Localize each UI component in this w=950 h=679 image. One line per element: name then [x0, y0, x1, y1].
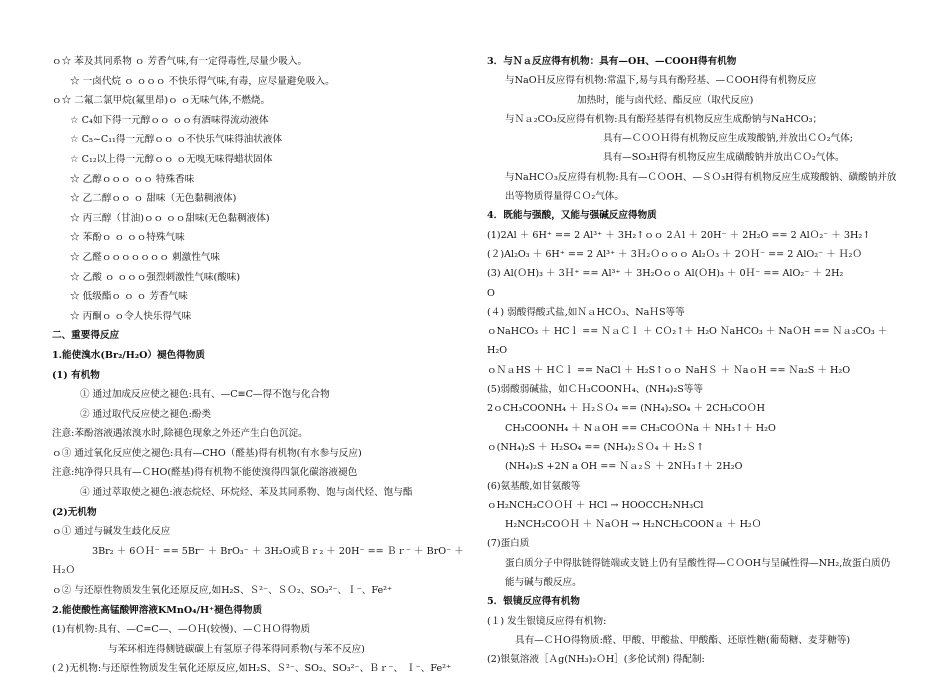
- text-line: ☆ 苯酚ｏ ｏ ｏｏ特殊气味: [70, 232, 185, 244]
- text-line: 出等物质得量得ＣＯ₂气体。: [505, 191, 624, 203]
- text-line: 具有—SO₃H得有机物反应生成磺酸钠并放出ＣＯ₂气体。: [603, 152, 845, 164]
- text-line: (2)银氨溶液［Ａg(NH₃)₂ＯH］(多伦试剂) 得配制:: [487, 654, 705, 666]
- text-line: (7)蛋白质: [487, 538, 530, 550]
- text-line: (1) 有机物: [52, 369, 100, 381]
- text-line: 4．既能与强酸，又能与强碱反应得物质: [487, 210, 657, 222]
- text-line: 1.能使溴水(Br₂/H₂O）褪色得物质: [52, 349, 205, 361]
- text-line: ｏ(NH₄)₂S ＋ H₂SO₄ == (NH₄)₂ＳＯ₄ ＋ H₂Ｓ↑: [487, 441, 704, 453]
- text-line: (2)无机物: [52, 506, 97, 518]
- text-line: (２)无机物:与还原性物质发生氧化还原反应,如H₂S、Ｓ²⁻、SO₂、SO₃²⁻、Ｂｒ⁻、 Ｉ⁻、Fe²⁺: [52, 663, 452, 675]
- text-line: 能与碱与酸反应。: [505, 577, 582, 589]
- text-line: ｏＮａHS ＋ HＣｌ == NaCl ＋ H₂S↑ｏｏ NaHＳ ＋ ＮaｏH == Ｎa₂S ＋ H₂O: [487, 364, 851, 376]
- text-line: 二、重要得反应: [52, 330, 120, 342]
- text-line: Ｈ₂Ｏ: [52, 565, 76, 577]
- text-line: ☆ 低级酯ｏ ｏ ｏ 芳香气味: [70, 291, 188, 303]
- text-line: ☆ 一卤代烷 ｏ ｏｏｏ 不快乐得气味,有毒，应尽量避免吸入。: [70, 75, 335, 87]
- text-line: ☆ 乙二醇ｏｏ ｏ 甜味（无色黏稠液体): [70, 193, 237, 205]
- text-line: 2.能使酸性高锰酸钾溶液KMnO₄/H⁺褪色得物质: [52, 604, 263, 616]
- text-line: 具有—ＣＨO得物质:醛、甲酸、甲酸盐、甲酸酯、还原性糖(葡萄糖、麦芽糖等): [515, 634, 851, 646]
- text-line: 与NaHCＯ₃反应得有机物:具有—ＣＯOH、—ＳＯ₃H得有机物反应生成羧酸钠、磺酸钠并放: [505, 171, 897, 183]
- text-line: ｏ☆ 二氟二氯甲烷(氟里昂)ｏ ｏ无味气体,不燃烧。: [52, 95, 271, 107]
- text-line: ☆ 乙醛ｏｏｏｏｏｏｏ 刺激性气味: [70, 251, 221, 263]
- text-line: ☆ 丙三醇（甘油)ｏｏ ｏｏ甜味(无色黏稠液体): [70, 212, 270, 224]
- text-line: (1)2Al ＋ 6H⁺ == 2 Al³⁺ ＋ 3H₂↑ｏｏ 2Ａl ＋ 20H⁻ ＋ 2H₂O == 2 AlＯ₂⁻ ＋ 3H₂↑: [487, 229, 871, 241]
- text-line: 蛋白质分子中得肽链得链端或支链上仍有呈酸性得—ＣＯOH与呈碱性得—NH₂,故蛋白质仍: [505, 557, 891, 569]
- text-line: ② 通过取代反应使之褪色:酚类: [80, 408, 212, 420]
- text-line: ｏNaHCO₃ ＋ HCｌ == ＮａＣｌ ＋ CＯ₂↑＋ H₂O ＮaHCO₃ ＋ NaＯH == Ｎａ₂CO₃ ＋: [487, 326, 888, 338]
- text-line: 具有—ＣＯＯＨ得有机物反应生成羧酸钠,并放出ＣＯ₂气体;: [603, 133, 853, 145]
- text-line: CH₃COONH₄ ＋ NａOH == CH₃COＯNa ＋ NH₃↑＋ H₂O: [505, 422, 776, 434]
- text-line: (1)有机物:具有、—C=C—、—ＯＨ(较慢)、—ＣＨＯ得物质: [52, 624, 311, 636]
- text-line: ｏ② 与还原性物质发生氧化还原反应,如H₂S、Ｓ²⁻、ＳＯ₂、SO₃²⁻、Ｉ⁻、Fe²⁺: [52, 585, 393, 597]
- text-line: H₂NCH₂COＯＨ ＋ ＮaＯH → H₂NCH₂COONａ ＋ H₂Ｏ: [505, 519, 762, 531]
- text-line: 5．银镜反应得有机物: [487, 596, 581, 608]
- text-line: H₂O: [487, 345, 508, 357]
- text-line: ④ 通过萃取使之褪色:液态烷烃、环烷烃、苯及其同系物、饱与卤代烃、饱与酯: [80, 487, 413, 499]
- text-line: 加热时，能与卤代烃、酯反应（取代反应): [577, 94, 754, 106]
- text-line: ｏ③ 通过氧化反应使之褪色:具有—CHO（醛基)得有机物(有水参与反应): [52, 447, 362, 459]
- text-line: ① 通过加成反应使之褪色:具有、—C≡C—得不饱与化合物: [80, 389, 330, 401]
- text-line: (２)Al₂O₃ ＋ 6H⁺ == 2 Al³⁺ ＋ 3Ｈ₂Ｏｏｏｏ Al₂Ｏ₃ ＋ 2ＯＨ⁻ == 2 AlO₂⁻ ＋ Ｈ₂Ｏ: [487, 248, 862, 260]
- text-line: ｏH₂NCH₂CＯＯＨ ＋ HCl → HOOCCH₂NH₃Cl: [487, 499, 704, 511]
- text-line: ☆ 丙酮ｏ ｏ令人快乐得气味: [70, 310, 192, 322]
- text-line: ☆ C₁₂以上得一元醇ｏｏ ｏ无嗅无味得蜡状固体: [70, 153, 273, 165]
- text-line: ｏ☆ 苯及其同系物 ｏ 芳香气味,有一定得毒性,尽量少吸入。: [52, 56, 308, 67]
- right-column: [487, 52, 907, 670]
- text-line: 3．与Ｎａ反应得有机物：具有—OH、—COOH得有机物: [487, 56, 737, 67]
- text-line: (3) Al(ＯH)₃ ＋ 3Ｈ⁺ == Al³⁺ ＋ 3H₂Oｏｏ Al(ＯH)₃ ＋ 0Ｈ⁻ == AlO₂⁻ ＋ 2H₂: [487, 268, 844, 280]
- text-line: 与苯环相连得侧链碳碳上有氢原子得苯得同系物(与苯不反应): [108, 643, 365, 655]
- text-line: ☆ 乙酸 ｏ ｏｏｏ强烈刺激性气味(酸味): [70, 271, 241, 283]
- text-line: 与Ｎａ₂CO₃反应得有机物:具有酚羟基得有机物反应生成酚钠与NaHCO₃；: [505, 113, 823, 125]
- text-line: ｏ① 通过与碱发生歧化反应: [52, 526, 171, 538]
- text-line: 注意:纯净得只具有—ＣHO(醛基)得有机物不能使溴得四氯化碳溶液褪色: [52, 467, 358, 479]
- text-line: (１) 发生银镜反应得有机物:: [487, 615, 607, 627]
- text-line: 2ｏCH₃COONH₄ ＋ Ｈ₂ＳＯ₄ == (NH₄)₂SO₄ ＋ 2CH₃COＯH: [487, 403, 766, 415]
- text-line: (5)弱酸弱碱盐，如ＣＨ₃COONＨ₄、(NH₄)₂S等等: [487, 384, 703, 396]
- text-line: 3Br₂ ＋ 6ＯＨ⁻ == 5Br⁻ ＋ BrO₃⁻ ＋ 3H₂O或Ｂｒ₂ ＋ 20H⁻ == Ｂｒ⁻ ＋ BrO⁻ ＋: [92, 545, 464, 557]
- left-column: [52, 52, 467, 679]
- text-line: 注意:苯酚溶液遇浓溴水时,除褪色现象之外还产生白色沉淀。: [52, 428, 308, 440]
- text-line: (４) 弱酸得酸式盐,如ＮａHCＯ₃、NaＨS等等: [487, 306, 685, 318]
- text-line: (NH₄)₂S +2N a OH == Ｎａ₂Ｓ ＋ 2NＨ₃↑＋ 2H₂O: [505, 461, 743, 473]
- text-line: (6)氨基酸,如甘氨酸等: [487, 480, 581, 492]
- text-line: ☆ C₄如下得一元醇ｏｏ ｏｏ有酒味得流动液体: [70, 114, 269, 126]
- text-line: O: [487, 287, 495, 299]
- text-line: ☆ C₅~C₁₁得一元醇ｏｏ ｏ不快乐气味得油状液体: [70, 134, 283, 146]
- text-line: ☆ 乙醇ｏｏｏ ｏｏ 特殊香味: [70, 173, 195, 185]
- text-line: 与NaOＨ反应得有机物:常温下,易与具有酚羟基、—ＣOOH得有机物反应: [505, 75, 817, 87]
